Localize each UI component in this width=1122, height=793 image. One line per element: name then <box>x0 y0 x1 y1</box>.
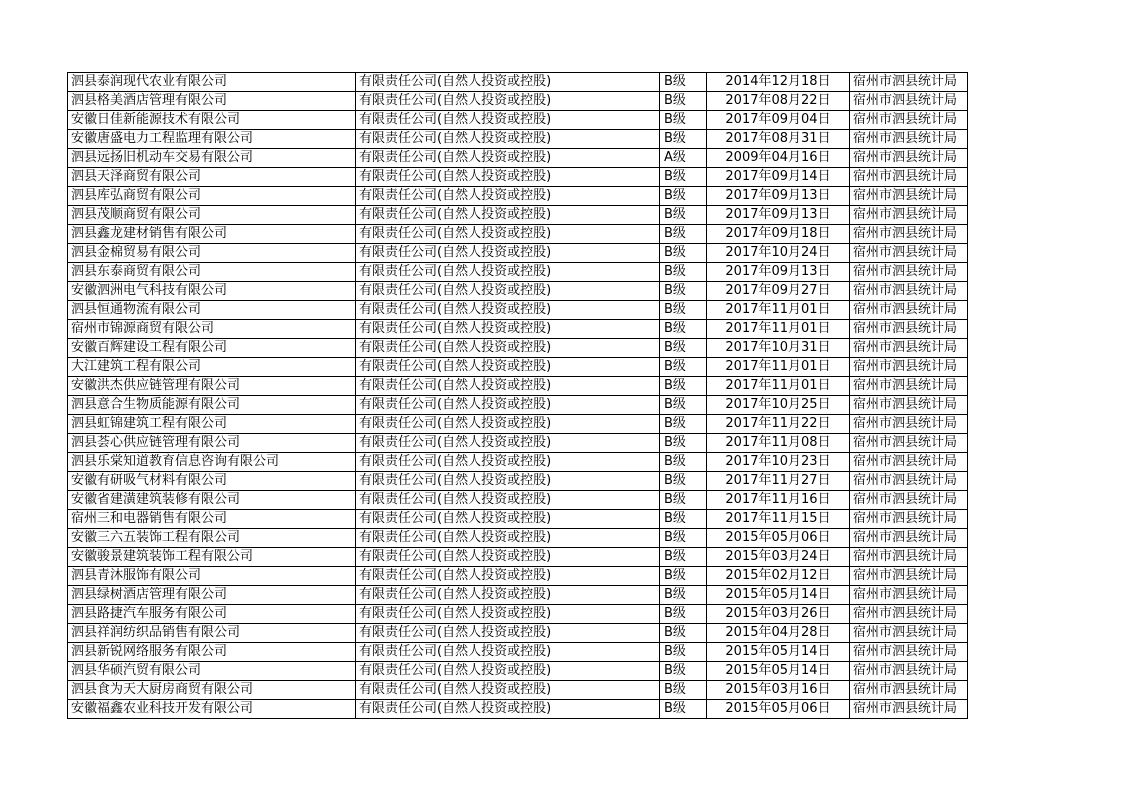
credit-grade-cell: B级 <box>660 168 707 187</box>
company-type-cell: 有限责任公司(自然人投资或控股) <box>356 320 660 339</box>
table-row <box>68 491 968 510</box>
company-name-cell: 泗县格美酒店管理有限公司 <box>68 92 356 111</box>
company-name-cell: 泗县荟心供应链管理有限公司 <box>68 434 356 453</box>
registration-date-cell: 2017年09月14日 <box>707 168 850 187</box>
table-row <box>68 339 968 358</box>
authority-cell: 宿州市泗县统计局 <box>850 320 968 339</box>
registration-date-cell: 2017年11月01日 <box>707 320 850 339</box>
authority-cell: 宿州市泗县统计局 <box>850 624 968 643</box>
company-type-cell: 有限责任公司(自然人投资或控股) <box>356 434 660 453</box>
authority-cell: 宿州市泗县统计局 <box>850 187 968 206</box>
credit-grade-cell: B级 <box>660 586 707 605</box>
registration-date-cell: 2017年11月01日 <box>707 358 850 377</box>
authority-cell: 宿州市泗县统计局 <box>850 662 968 681</box>
authority-cell: 宿州市泗县统计局 <box>850 206 968 225</box>
company-type-cell: 有限责任公司(自然人投资或控股) <box>356 662 660 681</box>
table-row <box>68 244 968 263</box>
credit-grade-cell: B级 <box>660 358 707 377</box>
company-name-cell: 安徽福鑫农业科技开发有限公司 <box>68 700 356 719</box>
credit-grade-cell: B级 <box>660 206 707 225</box>
company-name-cell: 安徽日佳新能源技术有限公司 <box>68 111 356 130</box>
table-row <box>68 206 968 225</box>
authority-cell: 宿州市泗县统计局 <box>850 700 968 719</box>
credit-grade-cell: B级 <box>660 472 707 491</box>
credit-grade-cell: B级 <box>660 339 707 358</box>
registration-date-cell: 2009年04月16日 <box>707 149 850 168</box>
authority-cell: 宿州市泗县统计局 <box>850 643 968 662</box>
registration-date-cell: 2015年03月16日 <box>707 681 850 700</box>
company-name-cell: 安徽三六五装饰工程有限公司 <box>68 529 356 548</box>
company-name-cell: 泗县祥润纺织品销售有限公司 <box>68 624 356 643</box>
company-type-cell: 有限责任公司(自然人投资或控股) <box>356 529 660 548</box>
company-type-cell: 有限责任公司(自然人投资或控股) <box>356 567 660 586</box>
company-name-cell: 泗县恒通物流有限公司 <box>68 301 356 320</box>
credit-grade-cell: B级 <box>660 282 707 301</box>
company-type-cell: 有限责任公司(自然人投资或控股) <box>356 358 660 377</box>
authority-cell: 宿州市泗县统计局 <box>850 358 968 377</box>
company-name-cell: 泗县意合生物质能源有限公司 <box>68 396 356 415</box>
company-type-cell: 有限责任公司(自然人投资或控股) <box>356 491 660 510</box>
table-row <box>68 434 968 453</box>
credit-grade-cell: B级 <box>660 301 707 320</box>
credit-grade-cell: B级 <box>660 434 707 453</box>
authority-cell: 宿州市泗县统计局 <box>850 73 968 92</box>
credit-grade-cell: B级 <box>660 130 707 149</box>
table-row <box>68 73 968 92</box>
registration-date-cell: 2017年11月16日 <box>707 491 850 510</box>
authority-cell: 宿州市泗县统计局 <box>850 605 968 624</box>
company-type-cell: 有限责任公司(自然人投资或控股) <box>356 263 660 282</box>
registration-date-cell: 2017年11月08日 <box>707 434 850 453</box>
table-row <box>68 263 968 282</box>
table-row <box>68 624 968 643</box>
company-name-cell: 泗县华硕汽贸有限公司 <box>68 662 356 681</box>
table-row <box>68 130 968 149</box>
company-type-cell: 有限责任公司(自然人投资或控股) <box>356 92 660 111</box>
registration-date-cell: 2017年10月23日 <box>707 453 850 472</box>
company-type-cell: 有限责任公司(自然人投资或控股) <box>356 643 660 662</box>
authority-cell: 宿州市泗县统计局 <box>850 510 968 529</box>
company-name-cell: 泗县乐棠知道教育信息咨询有限公司 <box>68 453 356 472</box>
registration-date-cell: 2017年10月25日 <box>707 396 850 415</box>
table-row <box>68 301 968 320</box>
table-body <box>68 73 968 719</box>
registration-date-cell: 2015年05月14日 <box>707 643 850 662</box>
company-name-cell: 大江建筑工程有限公司 <box>68 358 356 377</box>
registration-date-cell: 2017年09月13日 <box>707 206 850 225</box>
registration-date-cell: 2017年11月01日 <box>707 377 850 396</box>
company-type-cell: 有限责任公司(自然人投资或控股) <box>356 415 660 434</box>
table-row <box>68 377 968 396</box>
credit-grade-cell: B级 <box>660 491 707 510</box>
company-type-cell: 有限责任公司(自然人投资或控股) <box>356 472 660 491</box>
company-name-cell: 安徽百辉建设工程有限公司 <box>68 339 356 358</box>
credit-grade-cell: B级 <box>660 111 707 130</box>
authority-cell: 宿州市泗县统计局 <box>850 453 968 472</box>
company-name-cell: 泗县天泽商贸有限公司 <box>68 168 356 187</box>
table-row <box>68 320 968 339</box>
table-row <box>68 282 968 301</box>
authority-cell: 宿州市泗县统计局 <box>850 567 968 586</box>
authority-cell: 宿州市泗县统计局 <box>850 491 968 510</box>
credit-grade-cell: B级 <box>660 700 707 719</box>
company-type-cell: 有限责任公司(自然人投资或控股) <box>356 681 660 700</box>
registration-date-cell: 2017年08月31日 <box>707 130 850 149</box>
registration-date-cell: 2017年11月27日 <box>707 472 850 491</box>
company-type-cell: 有限责任公司(自然人投资或控股) <box>356 605 660 624</box>
company-type-cell: 有限责任公司(自然人投资或控股) <box>356 149 660 168</box>
company-name-cell: 安徽骏景建筑装饰工程有限公司 <box>68 548 356 567</box>
authority-cell: 宿州市泗县统计局 <box>850 244 968 263</box>
authority-cell: 宿州市泗县统计局 <box>850 130 968 149</box>
authority-cell: 宿州市泗县统计局 <box>850 415 968 434</box>
registration-date-cell: 2015年05月06日 <box>707 700 850 719</box>
table-row <box>68 453 968 472</box>
credit-grade-cell: B级 <box>660 415 707 434</box>
credit-grade-cell: B级 <box>660 567 707 586</box>
credit-grade-cell: B级 <box>660 225 707 244</box>
company-credit-table <box>67 72 968 719</box>
authority-cell: 宿州市泗县统计局 <box>850 396 968 415</box>
registration-date-cell: 2017年09月04日 <box>707 111 850 130</box>
credit-grade-cell: B级 <box>660 662 707 681</box>
company-name-cell: 泗县远扬旧机动车交易有限公司 <box>68 149 356 168</box>
company-type-cell: 有限责任公司(自然人投资或控股) <box>356 225 660 244</box>
company-type-cell: 有限责任公司(自然人投资或控股) <box>356 339 660 358</box>
registration-date-cell: 2017年09月27日 <box>707 282 850 301</box>
table-row <box>68 225 968 244</box>
table-row <box>68 187 968 206</box>
company-name-cell: 安徽有研吸气材料有限公司 <box>68 472 356 491</box>
registration-date-cell: 2017年11月22日 <box>707 415 850 434</box>
credit-grade-cell: B级 <box>660 377 707 396</box>
registration-date-cell: 2015年05月06日 <box>707 529 850 548</box>
table-row <box>68 111 968 130</box>
company-name-cell: 安徽洪杰供应链管理有限公司 <box>68 377 356 396</box>
table-row <box>68 529 968 548</box>
registration-date-cell: 2015年02月12日 <box>707 567 850 586</box>
credit-grade-cell: B级 <box>660 510 707 529</box>
registration-date-cell: 2014年12月18日 <box>707 73 850 92</box>
authority-cell: 宿州市泗县统计局 <box>850 339 968 358</box>
table-row <box>68 149 968 168</box>
company-name-cell: 安徽唐盛电力工程监理有限公司 <box>68 130 356 149</box>
credit-grade-cell: B级 <box>660 92 707 111</box>
table-row <box>68 681 968 700</box>
registration-date-cell: 2017年10月24日 <box>707 244 850 263</box>
table-row <box>68 548 968 567</box>
authority-cell: 宿州市泗县统计局 <box>850 681 968 700</box>
authority-cell: 宿州市泗县统计局 <box>850 263 968 282</box>
registration-date-cell: 2017年11月01日 <box>707 301 850 320</box>
table-row <box>68 510 968 529</box>
registration-date-cell: 2017年09月13日 <box>707 187 850 206</box>
company-type-cell: 有限责任公司(自然人投资或控股) <box>356 244 660 263</box>
company-name-cell: 宿州市锦源商贸有限公司 <box>68 320 356 339</box>
registration-date-cell: 2017年08月22日 <box>707 92 850 111</box>
registration-date-cell: 2017年09月18日 <box>707 225 850 244</box>
company-name-cell: 泗县绿树酒店管理有限公司 <box>68 586 356 605</box>
table-row <box>68 358 968 377</box>
table-row <box>68 567 968 586</box>
registration-date-cell: 2015年03月24日 <box>707 548 850 567</box>
company-type-cell: 有限责任公司(自然人投资或控股) <box>356 282 660 301</box>
table-row <box>68 586 968 605</box>
company-type-cell: 有限责任公司(自然人投资或控股) <box>356 111 660 130</box>
company-name-cell: 泗县虹锦建筑工程有限公司 <box>68 415 356 434</box>
company-name-cell: 安徽泗洲电气科技有限公司 <box>68 282 356 301</box>
company-type-cell: 有限责任公司(自然人投资或控股) <box>356 73 660 92</box>
company-name-cell: 泗县金棉贸易有限公司 <box>68 244 356 263</box>
credit-grade-cell: B级 <box>660 320 707 339</box>
company-name-cell: 泗县鑫龙建材销售有限公司 <box>68 225 356 244</box>
credit-grade-cell: B级 <box>660 643 707 662</box>
table-row <box>68 472 968 491</box>
company-name-cell: 泗县茂顺商贸有限公司 <box>68 206 356 225</box>
company-type-cell: 有限责任公司(自然人投资或控股) <box>356 377 660 396</box>
credit-grade-cell: B级 <box>660 263 707 282</box>
company-name-cell: 宿州三和电器销售有限公司 <box>68 510 356 529</box>
company-type-cell: 有限责任公司(自然人投资或控股) <box>356 510 660 529</box>
credit-grade-cell: B级 <box>660 244 707 263</box>
authority-cell: 宿州市泗县统计局 <box>850 168 968 187</box>
company-name-cell: 泗县青沐服饰有限公司 <box>68 567 356 586</box>
company-name-cell: 安徽省建潢建筑装修有限公司 <box>68 491 356 510</box>
credit-grade-cell: B级 <box>660 73 707 92</box>
table-row <box>68 415 968 434</box>
authority-cell: 宿州市泗县统计局 <box>850 434 968 453</box>
registration-date-cell: 2017年09月13日 <box>707 263 850 282</box>
company-type-cell: 有限责任公司(自然人投资或控股) <box>356 624 660 643</box>
company-name-cell: 泗县新锐网络服务有限公司 <box>68 643 356 662</box>
credit-grade-cell: B级 <box>660 453 707 472</box>
credit-grade-cell: B级 <box>660 548 707 567</box>
company-name-cell: 泗县食为天大厨房商贸有限公司 <box>68 681 356 700</box>
table-row <box>68 168 968 187</box>
company-type-cell: 有限责任公司(自然人投资或控股) <box>356 187 660 206</box>
credit-grade-cell: B级 <box>660 605 707 624</box>
authority-cell: 宿州市泗县统计局 <box>850 472 968 491</box>
table-row <box>68 605 968 624</box>
credit-grade-cell: A级 <box>660 149 707 168</box>
registration-date-cell: 2015年05月14日 <box>707 586 850 605</box>
authority-cell: 宿州市泗县统计局 <box>850 225 968 244</box>
company-type-cell: 有限责任公司(自然人投资或控股) <box>356 700 660 719</box>
authority-cell: 宿州市泗县统计局 <box>850 377 968 396</box>
authority-cell: 宿州市泗县统计局 <box>850 92 968 111</box>
company-type-cell: 有限责任公司(自然人投资或控股) <box>356 586 660 605</box>
table-row <box>68 662 968 681</box>
company-type-cell: 有限责任公司(自然人投资或控股) <box>356 130 660 149</box>
table-row <box>68 396 968 415</box>
company-type-cell: 有限责任公司(自然人投资或控股) <box>356 168 660 187</box>
credit-grade-cell: B级 <box>660 396 707 415</box>
registration-date-cell: 2015年04月28日 <box>707 624 850 643</box>
authority-cell: 宿州市泗县统计局 <box>850 529 968 548</box>
company-type-cell: 有限责任公司(自然人投资或控股) <box>356 206 660 225</box>
company-name-cell: 泗县东泰商贸有限公司 <box>68 263 356 282</box>
table-row <box>68 643 968 662</box>
table-row <box>68 700 968 719</box>
table-row <box>68 92 968 111</box>
company-type-cell: 有限责任公司(自然人投资或控股) <box>356 548 660 567</box>
authority-cell: 宿州市泗县统计局 <box>850 301 968 320</box>
authority-cell: 宿州市泗县统计局 <box>850 282 968 301</box>
registration-date-cell: 2015年03月26日 <box>707 605 850 624</box>
authority-cell: 宿州市泗县统计局 <box>850 586 968 605</box>
company-name-cell: 泗县路捷汽车服务有限公司 <box>68 605 356 624</box>
authority-cell: 宿州市泗县统计局 <box>850 111 968 130</box>
authority-cell: 宿州市泗县统计局 <box>850 149 968 168</box>
company-type-cell: 有限责任公司(自然人投资或控股) <box>356 396 660 415</box>
credit-grade-cell: B级 <box>660 624 707 643</box>
registration-date-cell: 2017年11月15日 <box>707 510 850 529</box>
company-type-cell: 有限责任公司(自然人投资或控股) <box>356 301 660 320</box>
company-name-cell: 泗县库弘商贸有限公司 <box>68 187 356 206</box>
authority-cell: 宿州市泗县统计局 <box>850 548 968 567</box>
credit-grade-cell: B级 <box>660 529 707 548</box>
company-name-cell: 泗县泰润现代农业有限公司 <box>68 73 356 92</box>
registration-date-cell: 2015年05月14日 <box>707 662 850 681</box>
company-type-cell: 有限责任公司(自然人投资或控股) <box>356 453 660 472</box>
credit-grade-cell: B级 <box>660 681 707 700</box>
credit-grade-cell: B级 <box>660 187 707 206</box>
registration-date-cell: 2017年10月31日 <box>707 339 850 358</box>
